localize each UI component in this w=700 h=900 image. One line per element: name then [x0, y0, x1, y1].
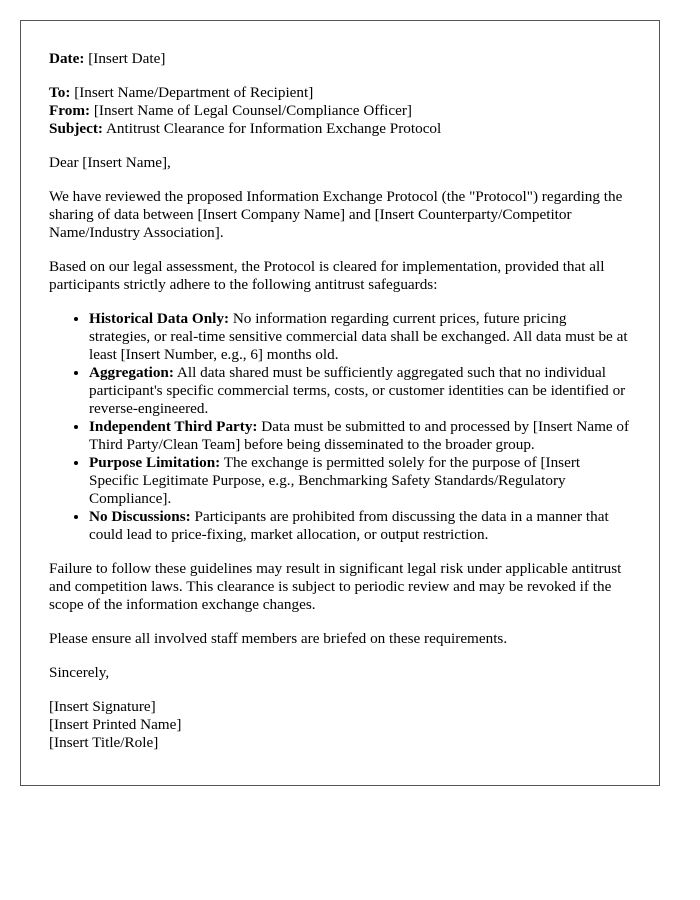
failure-paragraph: Failure to follow these guidelines may result in significant legal risk under applicable antitrust and competition laws. This clearance is subject to periodic review and may be revoked if the scope of the information exchange changes.: [49, 560, 622, 613]
subject-value: Antitrust Clearance for Information Exchange Protocol: [105, 120, 442, 137]
safeguard-text: Participants are prohibited from discussing the data in a manner that could lead to price-fixing, market allocation, or output restriction.: [89, 508, 609, 543]
list-item: [89, 454, 631, 508]
signature-block: [49, 698, 631, 752]
safeguard-title: No Discussions:: [89, 508, 191, 525]
date-label: Date:: [49, 50, 85, 67]
memo-header: [49, 50, 631, 138]
date-value: [Insert Date]: [88, 50, 166, 67]
title-role-line: [Insert Title/Role]: [49, 734, 159, 751]
subject-line: [49, 120, 631, 138]
briefing-paragraph: Please ensure all involved staff members are briefed on these requirements.: [49, 630, 508, 647]
safeguard-text: No information regarding current prices, future pricing strategies, or real-time sensitive commercial data shall be exchanged. All data must be at least [Insert Number, e.g., 6] months old.: [89, 310, 628, 363]
printed-name-line: [Insert Printed Name]: [49, 716, 182, 733]
list-item: [89, 364, 631, 418]
subject-label: Subject:: [49, 120, 103, 137]
list-item: [89, 418, 631, 454]
signature-line: [Insert Signature]: [49, 698, 156, 715]
safeguard-title: Purpose Limitation:: [89, 454, 221, 471]
safeguard-title: Historical Data Only:: [89, 310, 230, 327]
closing: Sincerely,: [49, 664, 110, 681]
safeguard-title: Independent Third Party:: [89, 418, 258, 435]
safeguard-text: The exchange is permitted solely for the purpose of [Insert Specific Legitimate Purpose, e.g., Benchmarking Safety Standards/Regulatory Compliance].: [89, 454, 581, 507]
list-item: [89, 310, 631, 364]
assessment-paragraph: Based on our legal assessment, the Protocol is cleared for implementation, provided that all participants strictly adhere to the following antitrust safeguards:: [49, 258, 605, 293]
list-item: [89, 508, 631, 544]
salutation: Dear [Insert Name],: [49, 154, 171, 171]
date-line: [49, 50, 631, 68]
safeguard-text: All data shared must be sufficiently aggregated such that no individual participant's specific commercial terms, costs, or customer identities can be identified or reverse-engineered.: [89, 364, 626, 417]
to-line: [49, 84, 631, 102]
safeguard-title: Aggregation:: [89, 364, 174, 381]
safeguards-list: [49, 310, 631, 544]
to-label: To:: [49, 84, 71, 101]
intro-paragraph: We have reviewed the proposed Information Exchange Protocol (the "Protocol") regarding the sharing of data between [Insert Company Name] and [Insert Counterparty/Competitor Name/Industry Association].: [49, 188, 623, 241]
to-value: [Insert Name/Department of Recipient]: [74, 84, 314, 101]
letter-document: [20, 20, 660, 786]
from-line: [49, 102, 631, 120]
from-value: [Insert Name of Legal Counsel/Compliance Officer]: [93, 102, 412, 119]
safeguard-text: Data must be submitted to and processed by [Insert Name of Third Party/Clean Team] before being disseminated to the broader group.: [89, 418, 630, 453]
from-label: From:: [49, 102, 91, 119]
